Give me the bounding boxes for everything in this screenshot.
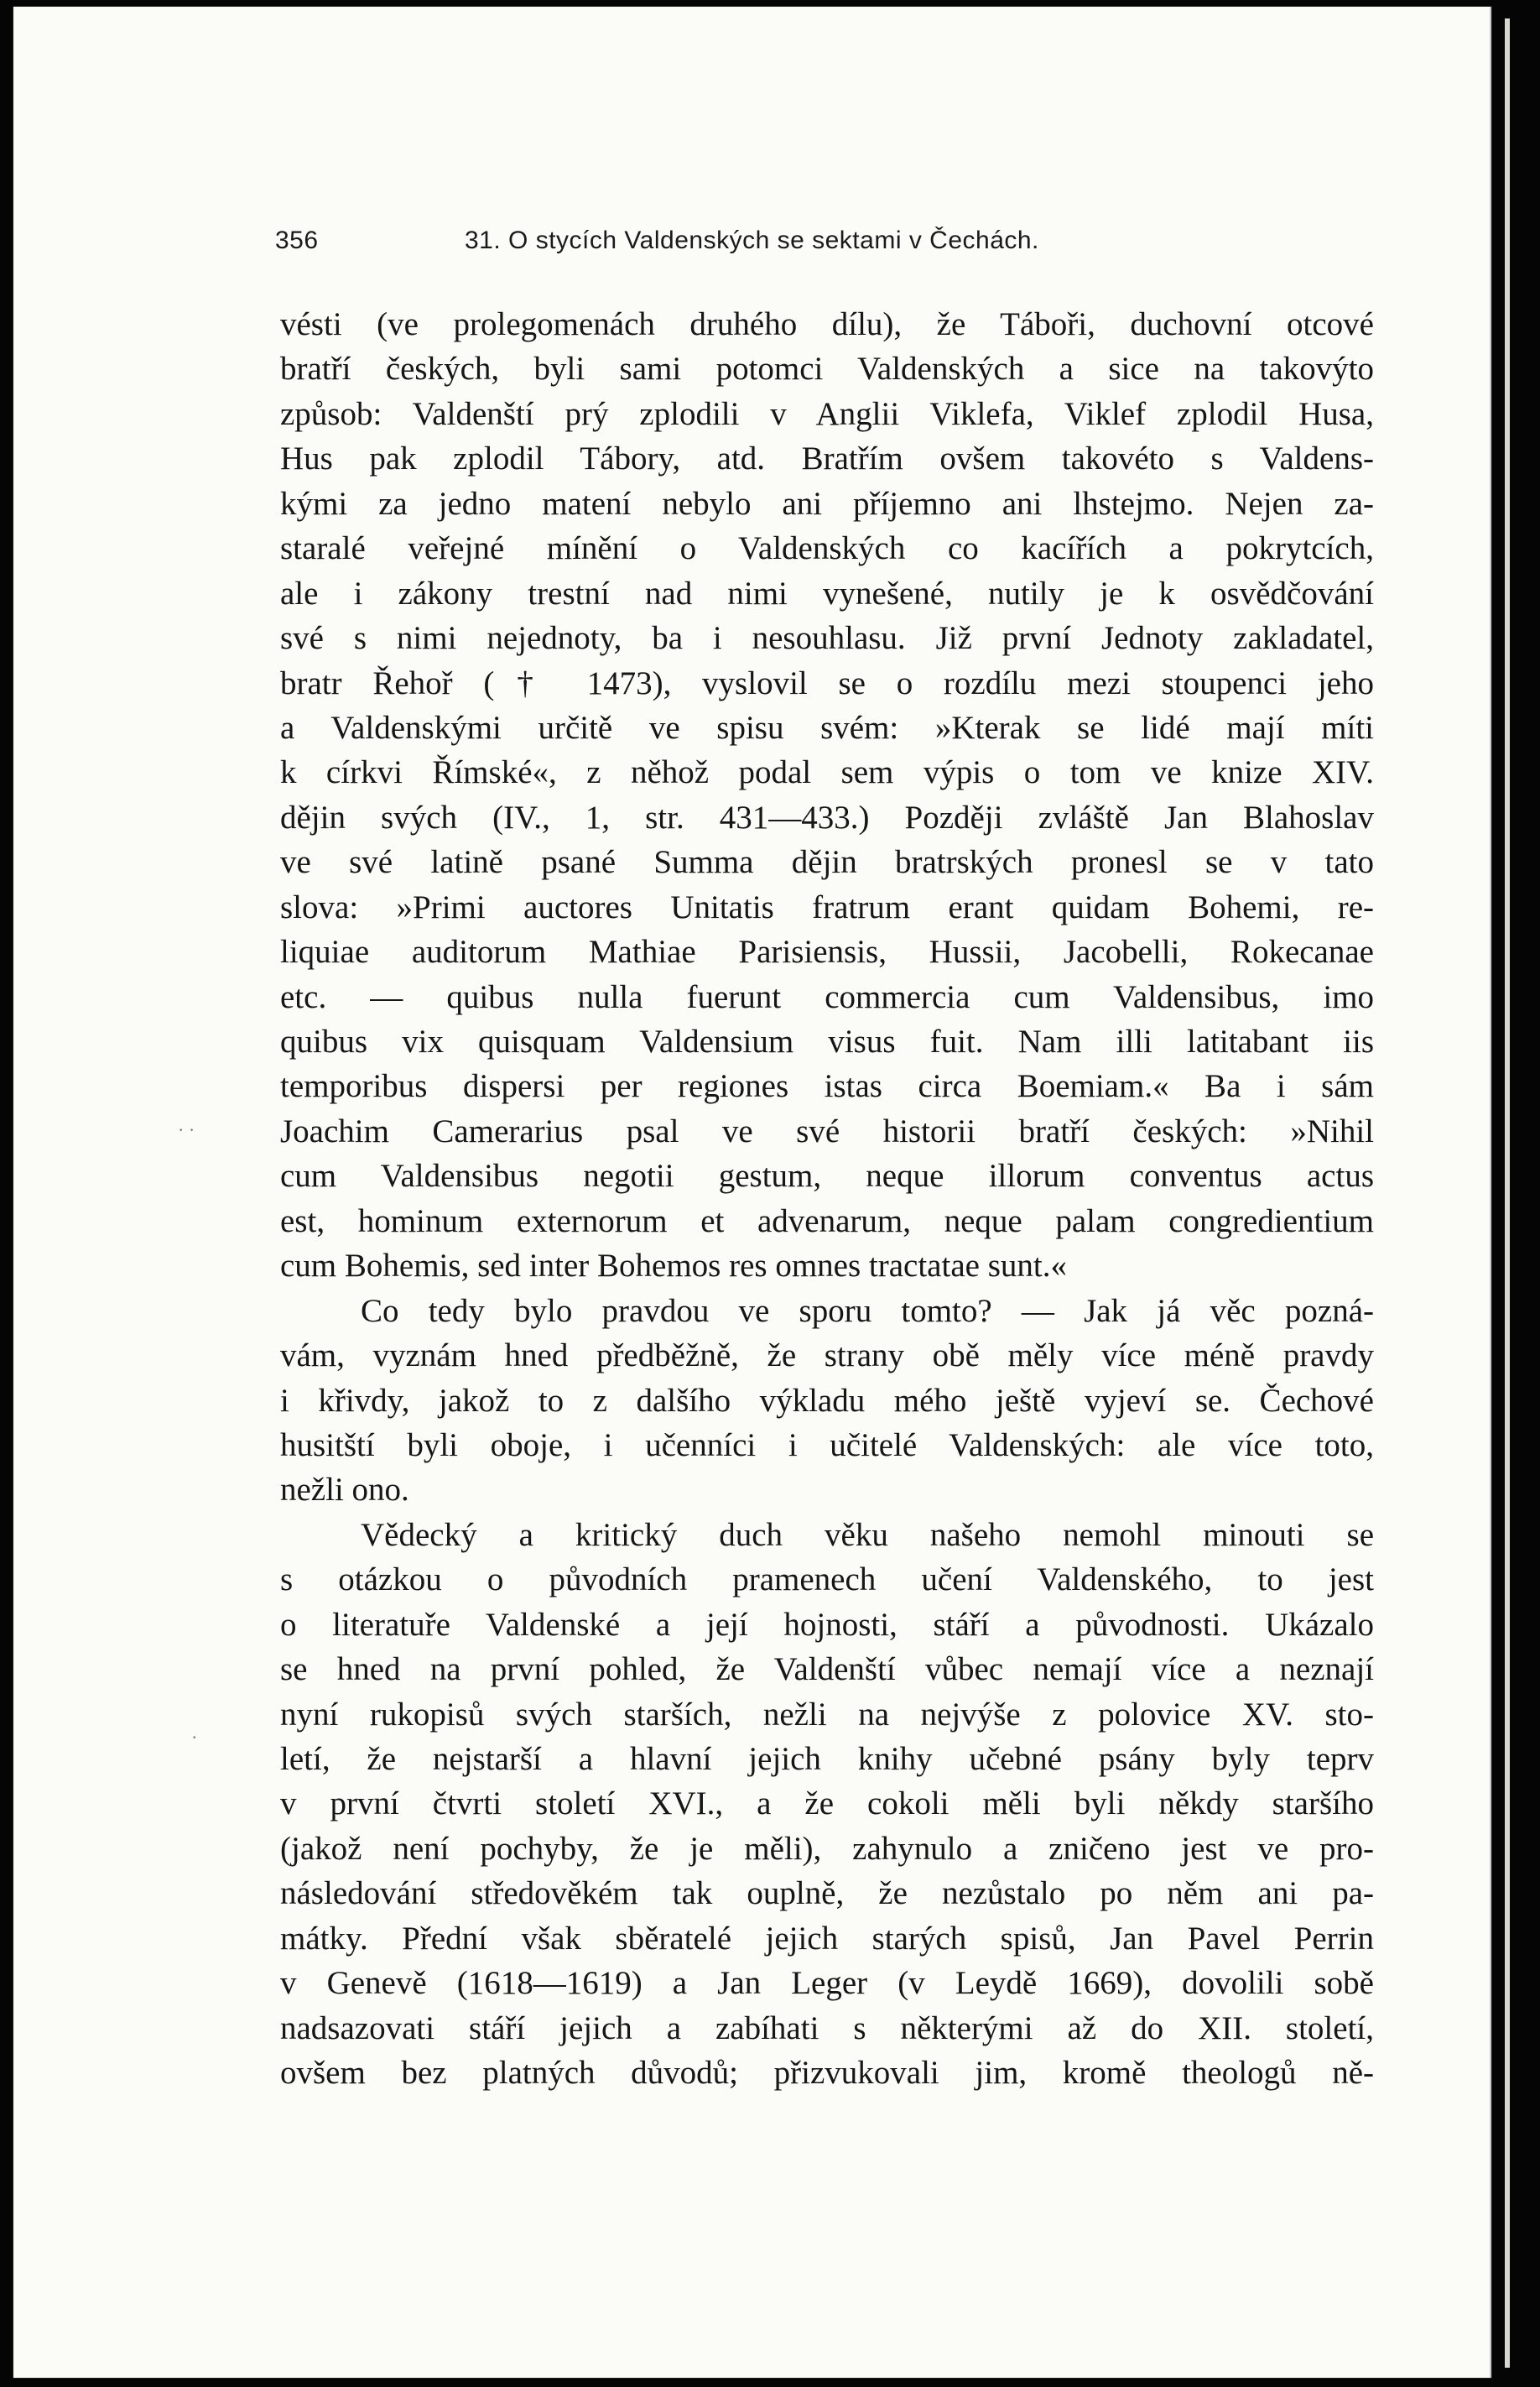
page-header (275, 227, 1366, 268)
text-line: cum Bohemis, sed inter Bohemos res omnes tractatae sunt.« (280, 1248, 1067, 1285)
text-line: liquiae auditorum Mathiae Parisiensis, Hussii, Jacobelli, Rokecanae (280, 934, 1374, 971)
margin-speck: · · (178, 1119, 195, 1140)
text-line: i křivdy, jakož to z dalšího výkladu mého ještě vyjeví se. Čechové (280, 1382, 1374, 1419)
text-line: o literatuře Valdenské a její hojnosti, stáří a původnosti. Ukázalo (280, 1606, 1374, 1643)
text-line: ale i zákony trestní nad nimi vynešené, nutily je k osvědčování (280, 575, 1374, 612)
text-line: nežli ono. (280, 1472, 409, 1509)
adjacent-page-edge (1505, 18, 1510, 2368)
text-line: letí, že nejstarší a hlavní jejich knihy učebné psány byly teprv (280, 1741, 1374, 1777)
text-line: cum Valdensibus negotii gestum, neque illorum conventus actus (280, 1158, 1374, 1195)
text-line: kými za jedno matení nebylo ani příjemno ani lhstejmo. Nejen za- (280, 485, 1374, 522)
text-line: ve své latině psané Summa dějin bratrských pronesl se v tato (280, 844, 1374, 881)
body-text (280, 302, 1374, 2096)
text-line: nadsazovati stáří jejich a zabíhati s některými až do XII. století, (280, 2009, 1374, 2046)
text-line: slova: »Primi auctores Unitatis fratrum erant quidam Bohemi, re- (280, 889, 1374, 925)
text-line: Joachim Camerarius psal ve své historii bratří českých: »Nihil (280, 1113, 1374, 1149)
text-line: v první čtvrti století XVI., a že cokoli měli byli někdy staršího (280, 1785, 1374, 1822)
book-page (13, 7, 1491, 2378)
text-line: nyní rukopisů svých starších, nežli na nejvýše z polovice XV. sto- (280, 1696, 1374, 1733)
text-line: své s nimi nejednoty, ba i nesouhlasu. Již první Jednoty zakladatel, (280, 620, 1374, 657)
text-line: quibus vix quisquam Valdensium visus fuit. Nam illi latitabant iis (280, 1024, 1374, 1060)
text-line: a Valdenskými určitě ve spisu svém: »Kterak se lidé mají míti (280, 709, 1374, 746)
text-line: vésti (ve prolegomenách druhého dílu), že Táboři, duchovní otcové (280, 306, 1374, 342)
paragraph-start-line: Co tedy bylo pravdou ve sporu tomto? — Jak já věc pozná- (361, 1292, 1374, 1329)
text-line: etc. — quibus nulla fuerunt commercia cum Valdensibus, imo (280, 978, 1374, 1015)
text-line: v Genevě (1618—1619) a Jan Leger (v Leydě 1669), dovolili sobě (280, 1965, 1374, 2002)
text-line: způsob: Valdenští prý zplodili v Anglii Viklefa, Viklef zplodil Husa, (280, 395, 1374, 432)
text-line: k církvi Římské«, z něhož podal sem výpis o tom ve knize XIV. (280, 754, 1374, 791)
text-line: dějin svých (IV., 1, str. 431—433.) Později zvláště Jan Blahoslav (280, 799, 1374, 836)
text-line: mátky. Přední však sběratelé jejich starých spisů, Jan Pavel Perrin (280, 1920, 1374, 1957)
text-line: bratr Řehoř († 1473), vyslovil se o rozdílu mezi stoupenci jeho (280, 665, 1374, 701)
text-line: (jakož není pochyby, že je měli), zahynulo a zničeno jest ve pro- (280, 1830, 1374, 1867)
running-title: 31. O stycích Valdenských se sektami v Čechách. (465, 227, 1039, 254)
text-line: se hned na první pohled, že Valdenští vůbec nemají více a neznají (280, 1651, 1374, 1688)
page-number: 356 (275, 227, 319, 254)
paragraph-start-line: Vědecký a kritický duch věku našeho nemohl minouti se (361, 1516, 1374, 1553)
text-line: následování středověkém tak ouplně, že nezůstalo po něm ani pa- (280, 1875, 1374, 1912)
text-line: ovšem bez platných důvodů; přizvukovali jim, kromě theologů ně- (280, 2055, 1374, 2092)
text-line: bratří českých, byli sami potomci Valdenských a sice na takovýto (280, 351, 1374, 388)
text-line: Hus pak zplodil Tábory, atd. Bratřím ovšem takovéto s Valdens- (280, 440, 1374, 477)
text-line: vám, vyznám hned předběžně, že strany obě měly více méně pravdy (280, 1337, 1374, 1374)
text-line: staralé veřejné mínění o Valdenských co kacířích a pokrytcích, (280, 530, 1374, 567)
margin-speck: · (191, 1727, 198, 1748)
text-line: s otázkou o původních pramenech učení Valdenského, to jest (280, 1561, 1374, 1598)
text-line: husitští byli oboje, i učenníci i učitelé Valdenských: ale více toto, (280, 1426, 1374, 1463)
text-line: temporibus dispersi per regiones istas circa Boemiam.« Ba i sám (280, 1068, 1374, 1105)
text-line: est, hominum externorum et advenarum, neque palam congredientium (280, 1202, 1374, 1239)
